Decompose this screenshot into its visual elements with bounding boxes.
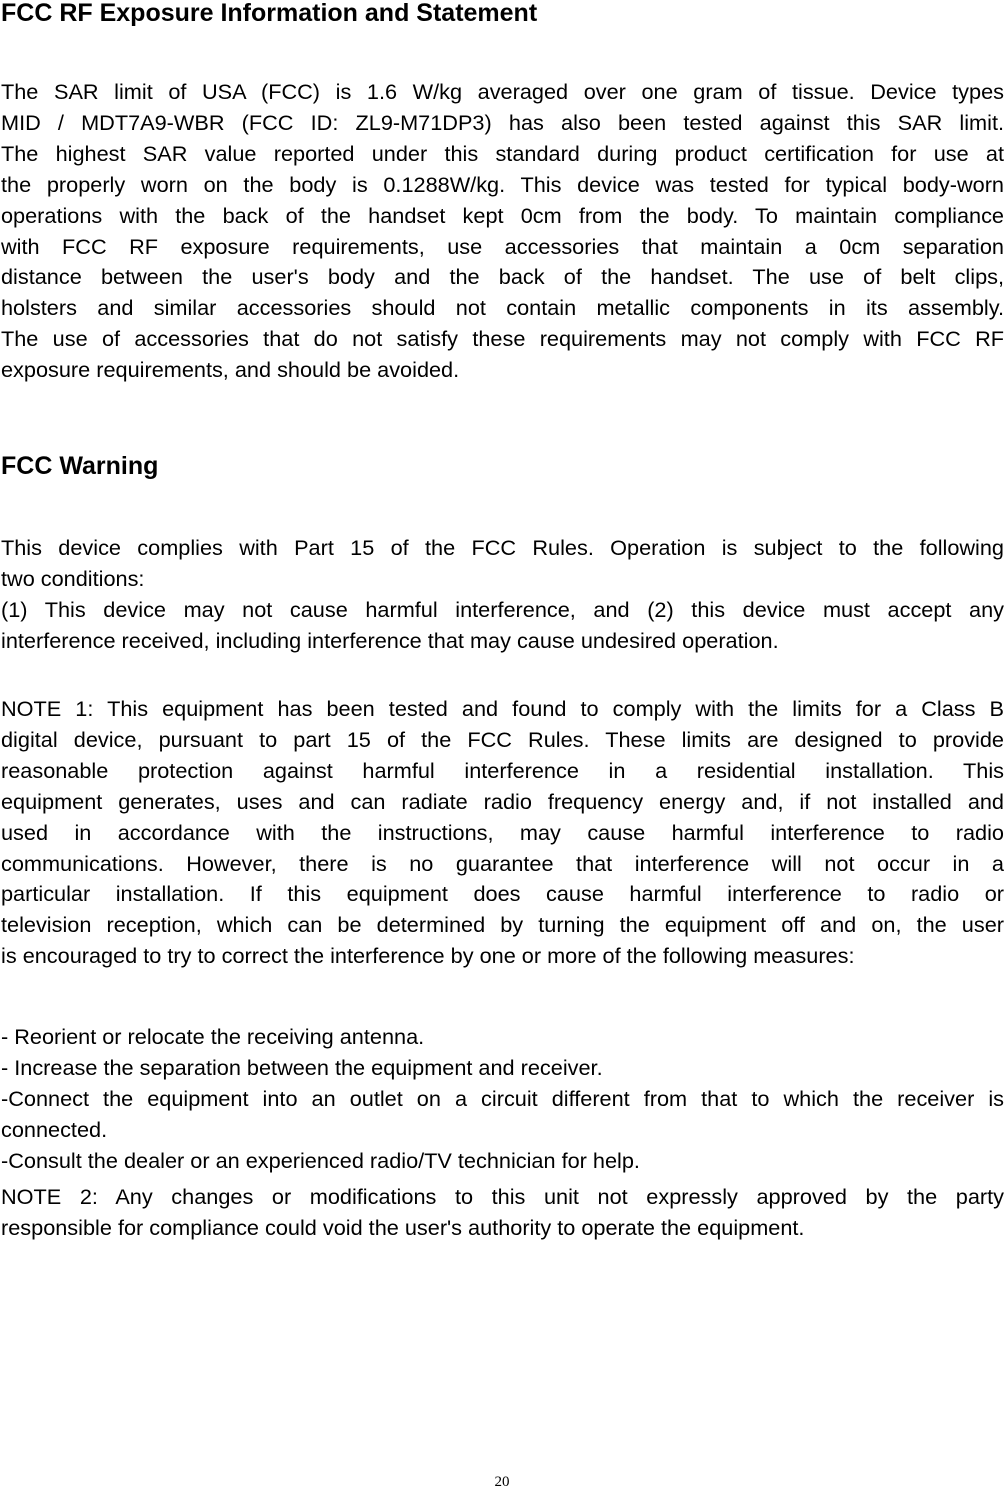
paragraph-line: The use of accessories that do not satisfy these requirements may not comply with FCC RF [1, 326, 1004, 352]
paragraph-line: is encouraged to try to correct the interference by one or more of the following measures: [1, 943, 855, 969]
list-item: - Increase the separation between the equipment and receiver. [1, 1054, 603, 1080]
paragraph-line: The SAR limit of USA (FCC) is 1.6 W/kg averaged over one gram of tissue. Device types [1, 79, 1004, 104]
paragraph-line: two conditions: [1, 565, 145, 591]
paragraph-line: NOTE 2: Any changes or modifications to this unit not expressly approved by the party [1, 1184, 1004, 1209]
note-1-paragraph [1, 694, 1004, 972]
paragraph-line: responsible for compliance could void the user's authority to operate the equipment. [1, 1214, 805, 1240]
paragraph-line: The highest SAR value reported under this standard during product certification for use at [1, 140, 1004, 166]
paragraph-line: with FCC RF exposure requirements, use accessories that maintain a 0cm separation [1, 233, 1004, 259]
paragraph-line: This device complies with Part 15 of the FCC Rules. Operation is subject to the following [1, 535, 1004, 560]
paragraph-line: distance between the user's body and the back of the handset. The use of belt clips, [1, 264, 1004, 290]
page-number: 20 [494, 1474, 510, 1490]
paragraph-line: operations with the back of the handset kept 0cm from the body. To maintain compliance [1, 202, 1004, 228]
rf-exposure-heading: FCC RF Exposure Information and Statement [1, 0, 538, 27]
paragraph-line: holsters and similar accessories should not contain metallic components in its assembly. [1, 295, 1004, 321]
paragraph-line: the properly worn on the body is 0.1288W/kg. This device was tested for typical body-worn [1, 171, 1004, 197]
paragraph-line: used in accordance with the instructions, may cause harmful interference to radio [1, 819, 1004, 845]
note-2-paragraph [1, 1182, 1004, 1244]
paragraph-line: (1) This device may not cause harmful interference, and (2) this device must accept any [1, 596, 1004, 622]
list-item: -Connect the equipment into an outlet on a circuit different from that to which the receiver is [1, 1085, 1004, 1111]
paragraph-line: digital device, pursuant to part 15 of the FCC Rules. These limits are designed to provide [1, 726, 1004, 752]
paragraph-line: particular installation. If this equipment does cause harmful interference to radio or [1, 881, 1004, 907]
paragraph-line: television reception, which can be determined by turning the equipment off and on, the user [1, 912, 1004, 938]
paragraph-line: MID / MDT7A9-WBR (FCC ID: ZL9-M71DP3) has also been tested against this SAR limit. [1, 109, 1004, 135]
measures-list [1, 1022, 1004, 1177]
list-item: connected. [1, 1116, 108, 1142]
rf-exposure-paragraph [1, 77, 1004, 386]
paragraph-line: equipment generates, uses and can radiate radio frequency energy and, if not installed and [1, 788, 1004, 814]
paragraph-line: interference received, including interference that may cause undesired operation. [1, 627, 779, 653]
paragraph-line: reasonable protection against harmful interference in a residential installation. This [1, 757, 1004, 783]
paragraph-line: exposure requirements, and should be avoided. [1, 357, 460, 383]
fcc-warning-heading: FCC Warning [1, 452, 159, 480]
paragraph-line: NOTE 1: This equipment has been tested and found to comply with the limits for a Class B [1, 696, 1004, 721]
paragraph-line: communications. However, there is no guarantee that interference will not occur in a [1, 850, 1004, 876]
list-item: -Consult the dealer or an experienced radio/TV technician for help. [1, 1147, 640, 1173]
list-item: - Reorient or relocate the receiving antenna. [1, 1024, 425, 1049]
fcc-warning-paragraph [1, 533, 1004, 657]
